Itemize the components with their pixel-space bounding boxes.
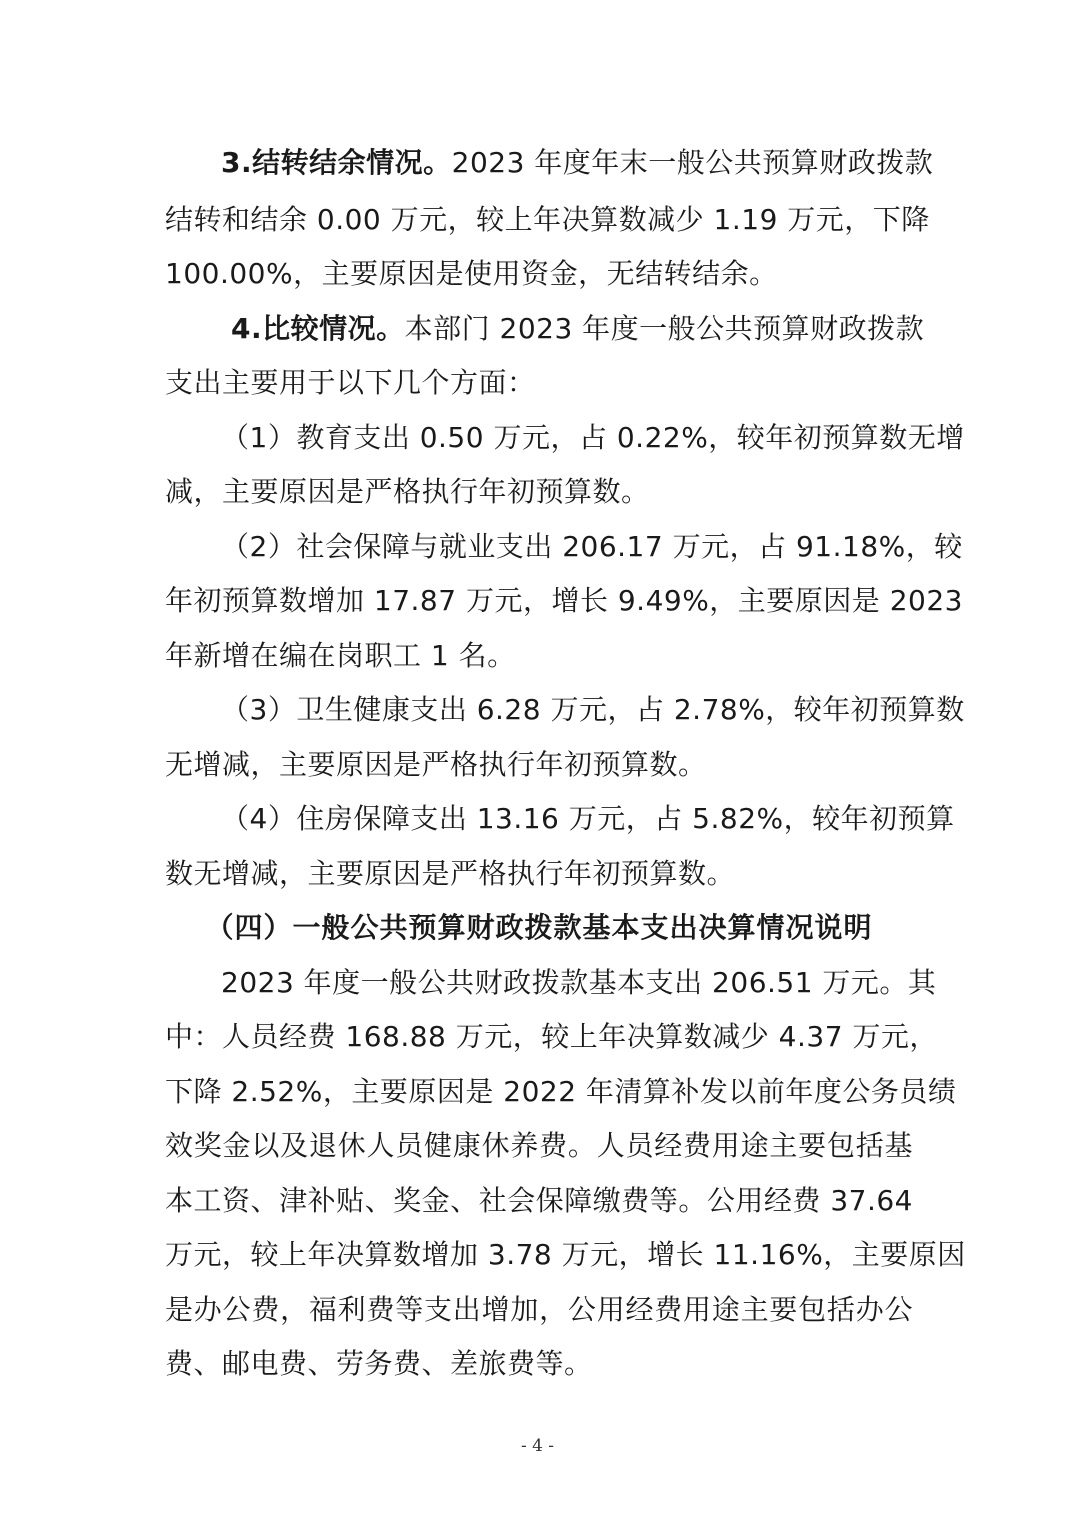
paragraph-health-line-1: （3）卫生健康支出 6.28 万元，占 2.78%，较年初预算数 [221,693,965,726]
paragraph-basic-expenditure-line-2: 中：人员经费 168.88 万元，较上年决算数减少 4.37 万元， [165,1020,938,1053]
page-number: - 4 - [520,1436,555,1456]
section-lead-comparison: 4.比较情况。 [231,312,405,345]
paragraph-basic-expenditure-line-8: 费、邮电费、劳务费、差旅费等。 [165,1347,593,1380]
paragraph-basic-expenditure-line-3: 下降 2.52%，主要原因是 2022 年清算补发以前年度公务员绩 [165,1075,957,1108]
paragraph-health-line-2: 无增减，主要原因是严格执行年初预算数。 [165,748,707,781]
section-heading: （四）一般公共预算财政拨款基本支出决算情况说明 [205,911,873,944]
paragraph-education-line-1: （1）教育支出 0.50 万元，占 0.22%，较年初预算数无增 [221,421,965,454]
paragraph-basic-expenditure-line-7: 是办公费，福利费等支出增加，公用经费用途主要包括办公 [165,1293,913,1326]
paragraph-basic-expenditure-line-6: 万元，较上年决算数增加 3.78 万元，增长 11.16%，主要原因 [165,1238,966,1271]
paragraph-housing-line-1: （4）住房保障支出 13.16 万元，占 5.82%，较年初预算 [221,802,955,835]
paragraph-comparison-line-2: 支出主要用于以下几个方面： [165,366,536,399]
paragraph-basic-expenditure-line-4: 效奖金以及退休人员健康休养费。人员经费用途主要包括基 [165,1129,913,1162]
text-span: 2023 年度年末一般公共预算财政拨款 [451,146,934,179]
paragraph-carryover-line-2: 结转和结余 0.00 万元，较上年决算数减少 1.19 万元，下降 [165,203,930,236]
paragraph-basic-expenditure-line-1: 2023 年度一般公共财政拨款基本支出 206.51 万元。其 [221,966,937,999]
paragraph-carryover-line-3: 100.00%，主要原因是使用资金，无结转结余。 [165,257,778,290]
paragraph-education-line-2: 减，主要原因是严格执行年初预算数。 [165,475,650,508]
paragraph-social-security-line-2: 年初预算数增加 17.87 万元，增长 9.49%，主要原因是 2023 [165,584,963,617]
paragraph-comparison-line-1 [231,309,925,349]
paragraph-social-security-line-1: （2）社会保障与就业支出 206.17 万元，占 91.18%，较 [221,530,963,563]
paragraph-social-security-line-3: 年新增在编在岗职工 1 名。 [165,639,516,672]
paragraph-carryover-line-1 [221,143,934,183]
paragraph-basic-expenditure-line-5: 本工资、津补贴、奖金、社会保障缴费等。公用经费 37.64 [165,1184,913,1217]
text-span: 本部门 2023 年度一般公共预算财政拨款 [404,312,925,345]
paragraph-housing-line-2: 数无增减，主要原因是严格执行年初预算数。 [165,857,736,890]
section-lead-carryover: 3.结转结余情况。 [221,146,452,179]
